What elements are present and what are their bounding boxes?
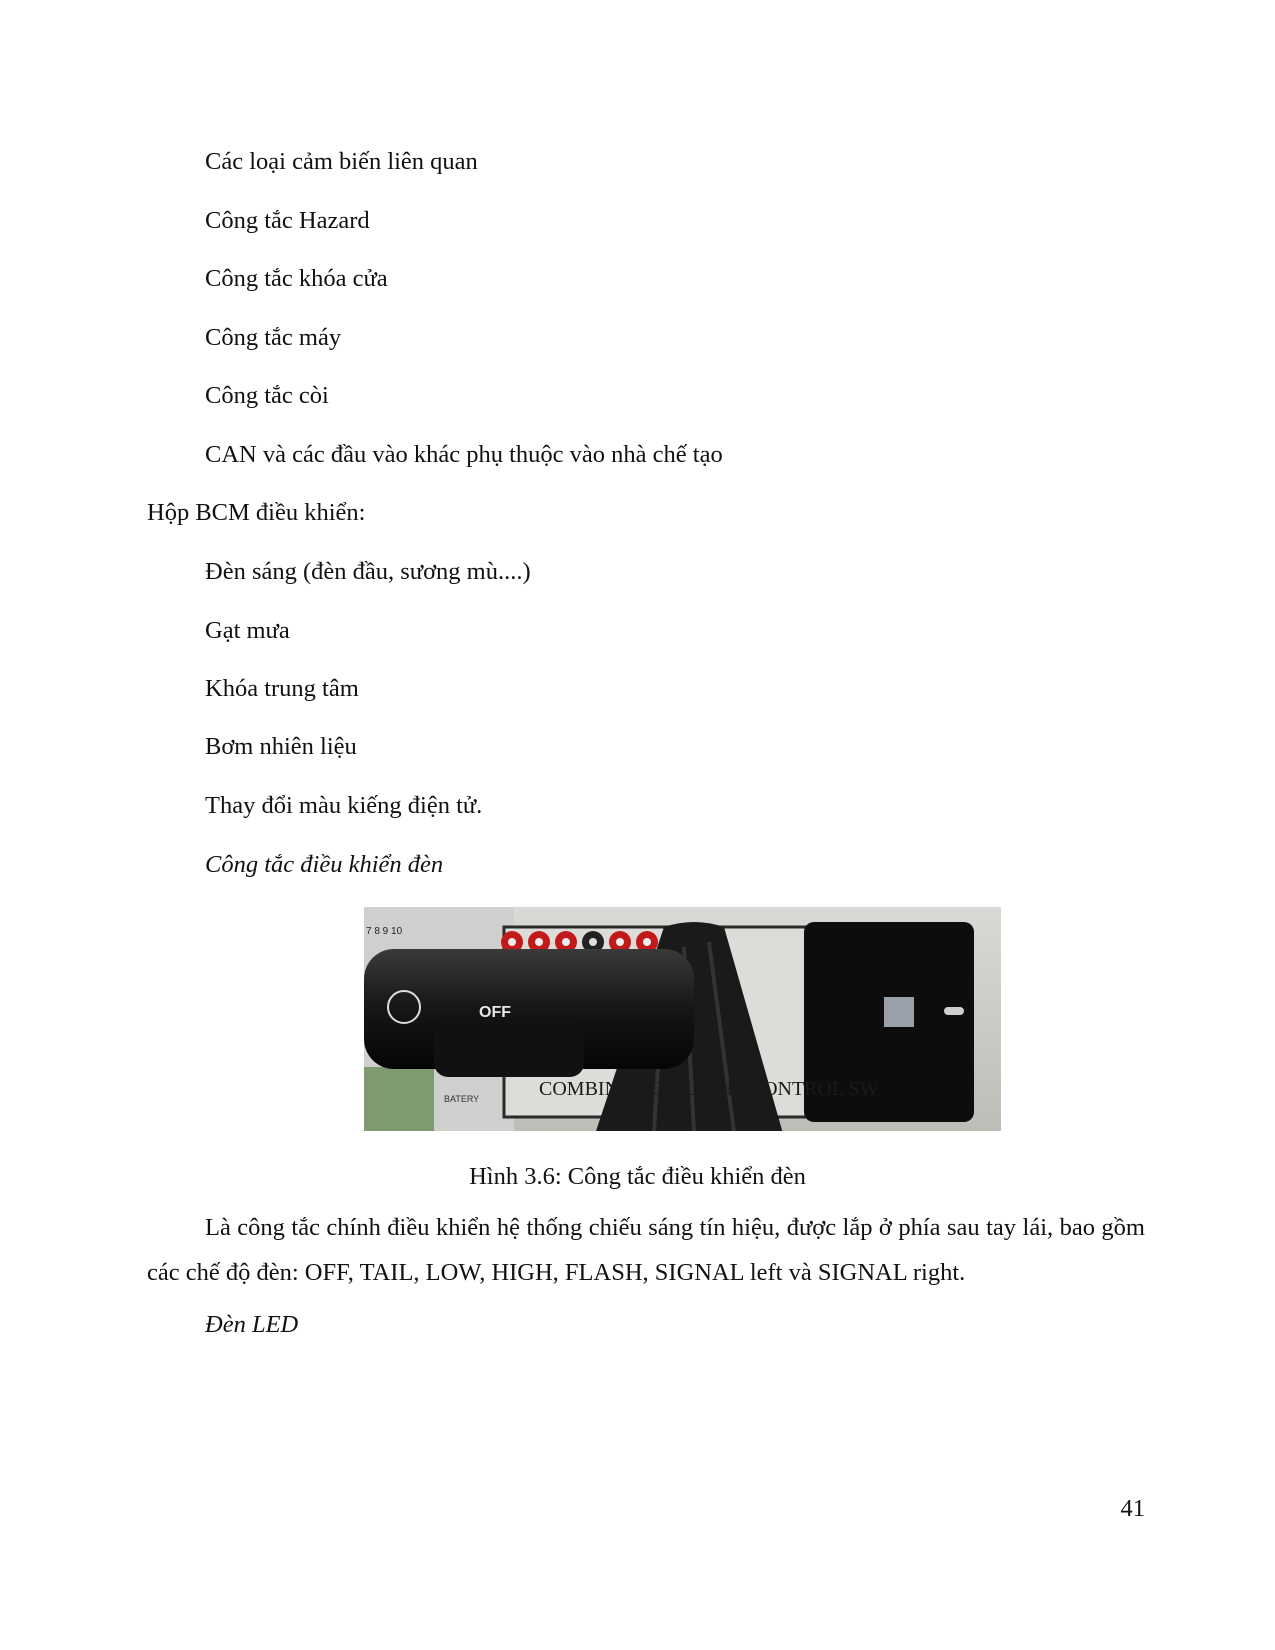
off-marking: OFF [479,1004,511,1021]
list-item: Công tắc còi [205,382,329,409]
section-heading-led: Đèn LED [205,1311,299,1338]
description-paragraph: Là công tắc chính điều khiển hệ thống chiếu sáng tín hiệu, được lắp ở phía sau tay lái, bao gồm các chế độ đèn: OFF, TAIL, LOW, HIGH, FLASH, SIGNAL left và SIGNAL right. [147,1214,1145,1286]
list-item: Công tắc khóa cửa [205,265,388,292]
list-item: Công tắc Hazard [205,207,370,234]
list-item: Khóa trung tâm [205,675,359,702]
list-item: Gạt mưa [205,617,290,644]
light-control-switch-photo [364,907,1001,1131]
panel-title: COMBINASION LIGHT CONTROL SW [539,1078,879,1100]
list-item: Các loại cảm biến liên quan [205,148,478,175]
section-heading-light-switch: Công tắc điều khiển đèn [205,851,444,878]
page-number: 41 [1120,1495,1145,1522]
list-item: Công tắc máy [205,324,342,351]
list-item: CAN và các đầu vào khác phụ thuộc vào nhà chế tạo [205,441,723,468]
terminal-numbers: 7 8 9 10 [366,926,403,937]
list-item: Đèn sáng (đèn đầu, sương mù....) [205,558,531,585]
figure-caption: Hình 3.6: Công tắc điều khiển đèn [469,1163,806,1190]
battery-label: BATERY [444,1094,480,1104]
list-item: Bơm nhiên liệu [205,733,357,760]
list-item: Thay đổi màu kiếng điện tử. [205,792,483,819]
bcm-heading: Hộp BCM điều khiển: [147,499,366,526]
